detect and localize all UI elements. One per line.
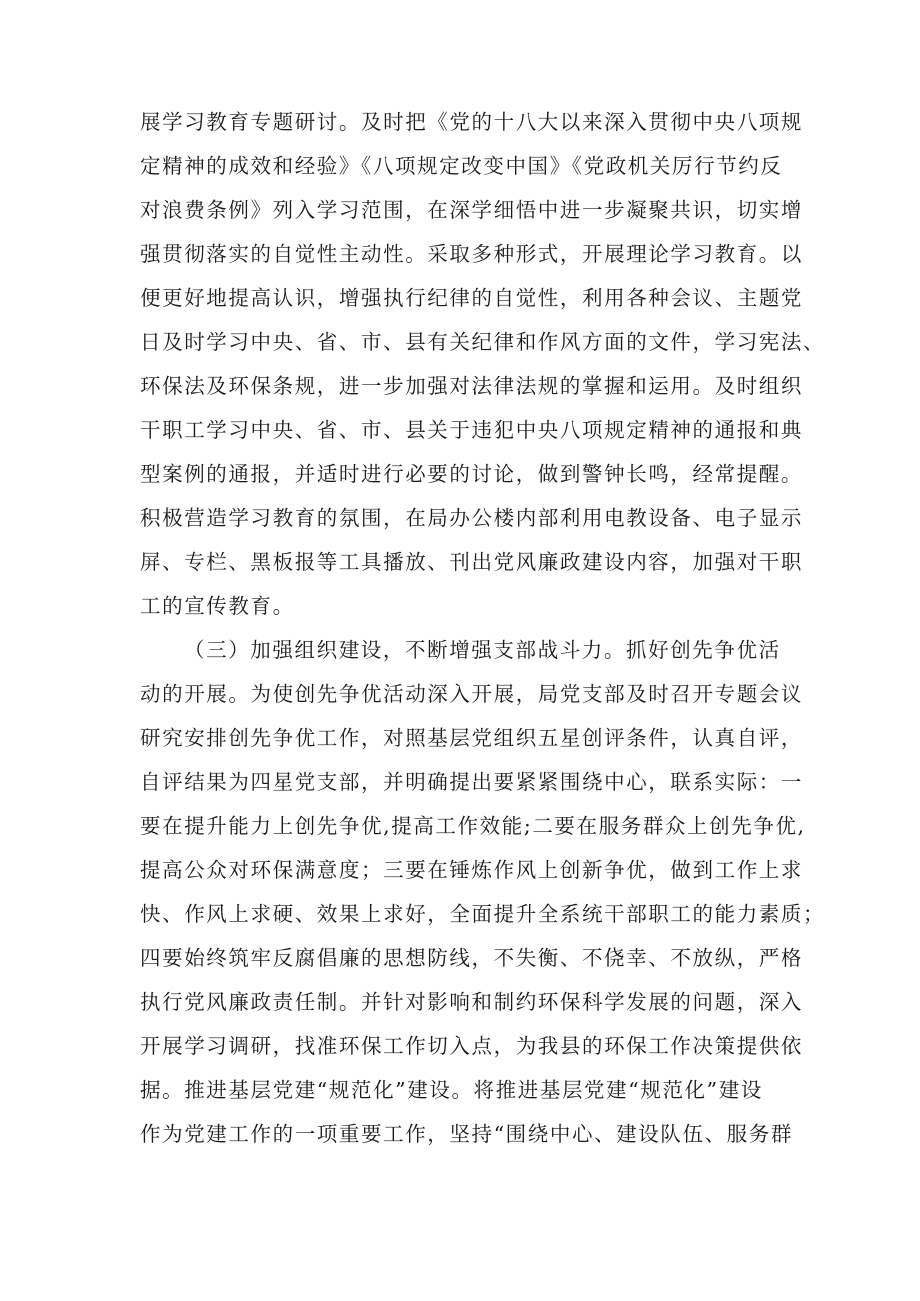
text-line: 据。推进基层党建“规范化”建设。将推进基层党建“规范化”建设 [140, 1078, 763, 1102]
text-line: 执行党风廉政责任制。并针对影响和制约环保科学发展的问题，深入 [140, 990, 803, 1014]
text-line: 定精神的成效和经验》《八项规定改变中国》《党政机关厉行节约反 [140, 154, 783, 178]
section-heading-line: （三）加强组织建设，不断增强支部战斗力。抓好创先争优活 [184, 638, 781, 662]
text-line: 四要始终筑牢反腐倡廉的思想防线，不失衡、不侥幸、不放纵，严格 [140, 946, 803, 970]
text-line: 要在提升能力上创先争优,提高工作效能;二要在服务群众上创先争优, [140, 814, 806, 838]
text-line: 环保法及环保条规，进一步加强对法律法规的掌握和运用。及时组织 [140, 374, 803, 398]
text-line: 开展学习调研，找准环保工作切入点，为我县的环保工作决策提供依 [140, 1034, 803, 1058]
text-line: 动的开展。为使创先争优活动深入开展，局党支部及时召开专题会议 [140, 682, 803, 706]
text-line: 干职工学习中央、省、市、县关于违犯中央八项规定精神的通报和典 [140, 418, 803, 442]
text-line: 强贯彻落实的自觉性主动性。采取多种形式，开展理论学习教育。以 [140, 242, 803, 266]
text-line: 作为党建工作的一项重要工作，坚持“围绕中心、建设队伍、服务群 [140, 1122, 793, 1146]
text-line: 便更好地提高认识，增强执行纪律的自觉性，利用各种会议、主题党 [140, 286, 803, 310]
text-line: 快、作风上求硬、效果上求好，全面提升全系统干部职工的能力素质； [140, 902, 826, 926]
text-line: 日及时学习中央、省、市、县有关纪律和作风方面的文件，学习宪法、 [140, 330, 826, 354]
text-line: 研究安排创先争优工作，对照基层党组织五星创评条件，认真自评， [140, 726, 803, 750]
document-body [140, 100, 826, 1156]
text-line: 自评结果为四星党支部，并明确提出要紧紧围绕中心，联系实际：一 [140, 770, 803, 794]
text-line: 积极营造学习教育的氛围，在局办公楼内部利用电教设备、电子显示 [140, 506, 803, 530]
text-line: 对浪费条例》列入学习范围，在深学细悟中进一步凝聚共识，切实增 [140, 198, 803, 222]
text-line: 型案例的通报，并适时进行必要的讨论，做到警钟长鸣，经常提醒。 [140, 462, 803, 486]
text-line: 展学习教育专题研讨。及时把《党的十八大以来深入贯彻中央八项规 [140, 110, 803, 134]
text-line: 工的宣传教育。 [140, 594, 295, 618]
text-line: 提高公众对环保满意度；三要在锤炼作风上创新争优，做到工作上求 [140, 858, 803, 882]
text-line: 屏、专栏、黑板报等工具播放、刊出党风廉政建设内容，加强对干职 [140, 550, 803, 574]
